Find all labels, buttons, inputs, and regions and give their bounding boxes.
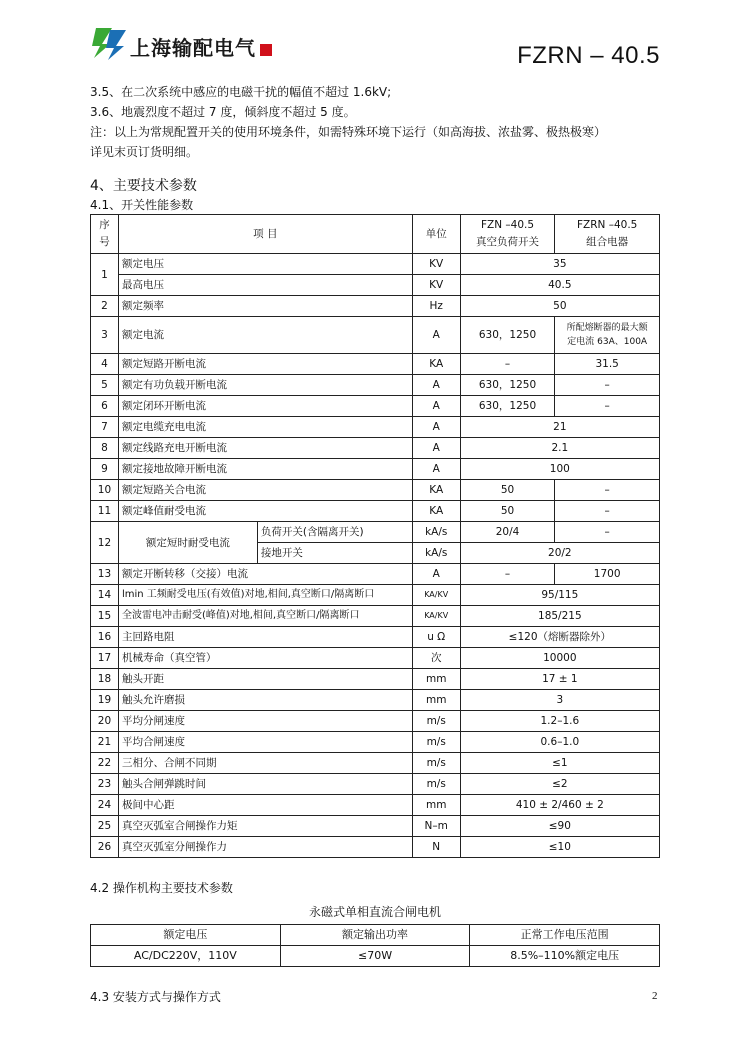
- section-4-1-title: 4.1、开关性能参数: [90, 198, 194, 212]
- table-row: 3 额定电流 A 630，1250 所配熔断器的最大额 定电流 63A、100A: [91, 317, 660, 354]
- table-row: 13 额定开断转移（交接）电流 A – 1700: [91, 564, 660, 585]
- table-row: 9 额定接地故障开断电流 A 100: [91, 459, 660, 480]
- table-row: 4 额定短路开断电流 KA – 31.5: [91, 354, 660, 375]
- header-no: 序 号: [91, 215, 119, 254]
- table-row: 20 平均分闸速度 m/s 1.2–1.6: [91, 711, 660, 732]
- table-row: AC/DC220V，110V ≤70W 8.5%–110%额定电压: [91, 946, 660, 967]
- company-name: 上海输配电气: [130, 32, 272, 61]
- switch-performance-table: [90, 214, 660, 858]
- table-row: 18 触头开距 mm 17 ± 1: [91, 669, 660, 690]
- motor-table-title: 永磁式单相直流合闸电机: [308, 905, 441, 919]
- intro-line: 注：以上为常规配置开关的使用环境条件，如需特殊环境下运行（如高海拔、浓盐雾、极热极寒）: [90, 125, 607, 139]
- table-row: 23 触头合闸弹跳时间 m/s ≤2: [91, 774, 660, 795]
- table-header-row: [91, 215, 660, 254]
- red-square-icon: [260, 44, 272, 56]
- intro-line: 详见末页订货明细。: [90, 145, 199, 159]
- header-unit: 单位: [412, 215, 460, 254]
- table-row: 10 额定短路关合电流 KA 50 –: [91, 480, 660, 501]
- table-row: 24 极间中心距 mm 410 ± 2/460 ± 2: [91, 795, 660, 816]
- table-row: 8 额定线路充电开断电流 A 2.1: [91, 438, 660, 459]
- section-4-2-title: 4.2 操作机构主要技术参数: [90, 881, 233, 895]
- table-row: 11 额定峰值耐受电流 KA 50 –: [91, 501, 660, 522]
- table-row: 22 三相分、合闸不同期 m/s ≤1: [91, 753, 660, 774]
- lightning-logo-icon: [90, 26, 128, 60]
- intro-line: 3.5、在二次系统中感应的电磁干扰的幅值不超过 1.6kV;: [90, 85, 392, 99]
- page-number: 2: [652, 990, 658, 1002]
- model-number: FZRN – 40.5: [517, 42, 660, 69]
- header-item: 项 目: [118, 215, 412, 254]
- company-logo: [90, 22, 330, 68]
- intro-line: 3.6、地震烈度不超过 7 度，倾斜度不超过 5 度。: [90, 105, 356, 119]
- table-row: 17 机械寿命（真空管） 次 10000: [91, 648, 660, 669]
- table-row: 最高电压 KV 40.5: [91, 275, 660, 296]
- table-row: 21 平均合闸速度 m/s 0.6–1.0: [91, 732, 660, 753]
- table-row: 12 额定短时耐受电流 负荷开关(含隔离开关) kA/s 20/4 –: [91, 522, 660, 543]
- table-row: 16 主回路电阻 u Ω ≤120（熔断器除外）: [91, 627, 660, 648]
- section-4-3-title: 4.3 安装方式与操作方式: [90, 990, 221, 1004]
- motor-parameter-table: [90, 924, 660, 967]
- header-fzrn: FZRN –40.5 组合电器: [555, 215, 660, 254]
- table-row: 26 真空灭弧室分闸操作力 N ≤10: [91, 837, 660, 858]
- table-row: 7 额定电缆充电电流 A 21: [91, 417, 660, 438]
- table-row: 1 额定电压 KV 35: [91, 254, 660, 275]
- table-header-row: 额定电压 额定输出功率 正常工作电压范围: [91, 925, 660, 946]
- table-row: 接地开关 kA/s 20/2: [91, 543, 660, 564]
- header-fzn: FZN –40.5 真空负荷开关: [460, 215, 555, 254]
- table-row: 15 全波雷电冲击耐受(峰值)对地,相间,真空断口/隔离断口 KA/KV 185/215: [91, 606, 660, 627]
- table-row: 19 触头允许磨损 mm 3: [91, 690, 660, 711]
- table-row: 25 真空灭弧室合闸操作力矩 N–m ≤90: [91, 816, 660, 837]
- document-body: [90, 82, 660, 1007]
- table-row: 2 额定频率 Hz 50: [91, 296, 660, 317]
- table-row: 6 额定闭环开断电流 A 630，1250 –: [91, 396, 660, 417]
- section-4-title: 4、主要技术参数: [90, 178, 197, 194]
- table-row: 5 额定有功负载开断电流 A 630，1250 –: [91, 375, 660, 396]
- page-header: [90, 22, 660, 74]
- table-row: 14 lmin 工频耐受电压(有效值)对地,相间,真空断口/隔离断口 KA/KV 95/115: [91, 585, 660, 606]
